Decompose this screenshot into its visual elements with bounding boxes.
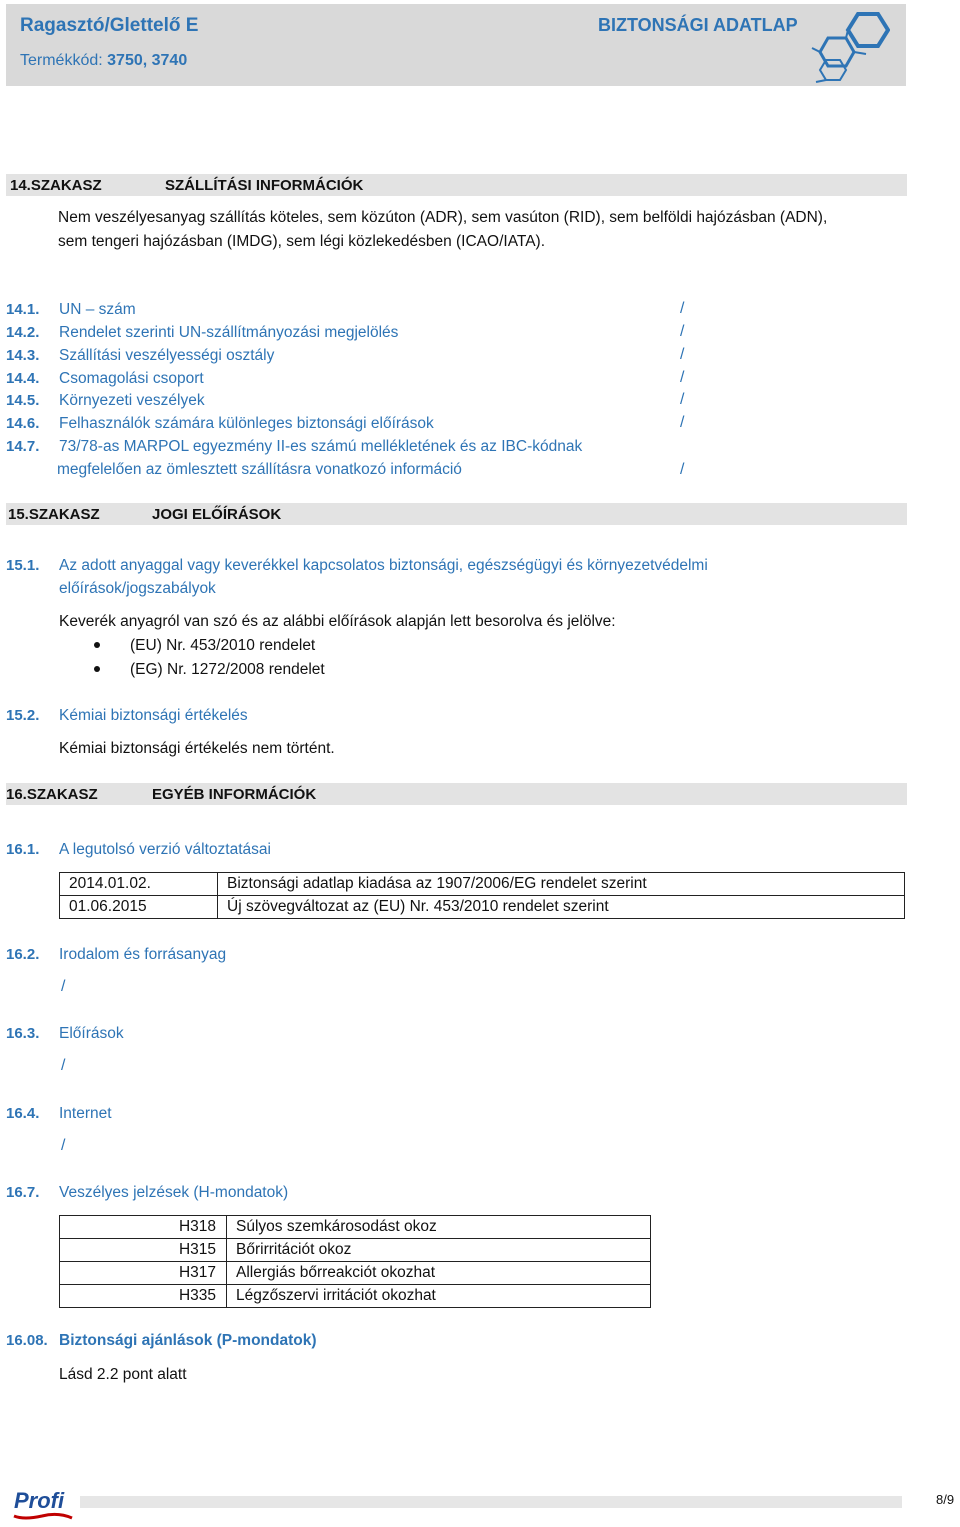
item-16-4-value: /	[61, 1137, 66, 1154]
section-14-header	[6, 174, 907, 196]
section-16-header	[6, 783, 907, 805]
page-number: 8/9	[936, 1492, 955, 1507]
item-16-3-number: 16.3.	[6, 1025, 40, 1042]
item-16-2-number: 16.2.	[6, 946, 40, 963]
bullet-marker	[94, 666, 100, 672]
section-14-number: 14.SZAKASZ	[10, 177, 102, 194]
item-14-2-value: /	[680, 323, 685, 340]
hazard-code: H315	[60, 1239, 227, 1262]
table-row	[60, 896, 905, 919]
item-16-1-number: 16.1.	[6, 841, 40, 858]
item-14-7-label-cont: megfelelően az ömlesztett szállításra vonatkozó információ	[57, 461, 462, 478]
molecule-logo-icon	[806, 8, 890, 84]
transport-intro-line-2: sem tengeri hajózásban (IMDG), sem légi közlekedésben (ICAO/IATA).	[58, 233, 546, 250]
hazard-text: Allergiás bőrreakciót okozhat	[227, 1262, 651, 1285]
hazard-text: Bőrirritációt okoz	[227, 1239, 651, 1262]
hazard-code: H317	[60, 1262, 227, 1285]
item-16-4-number: 16.4.	[6, 1105, 40, 1122]
hazard-text: Súlyos szemkárosodást okoz	[227, 1216, 651, 1239]
bullet-marker	[94, 642, 100, 648]
item-14-5-value: /	[680, 391, 685, 408]
item-16-8-number: 16.08.	[6, 1332, 48, 1349]
item-15-2-label: Kémiai biztonsági értékelés	[59, 707, 248, 724]
revision-date: 01.06.2015	[60, 896, 218, 919]
item-16-2-label: Irodalom és forrásanyag	[59, 946, 227, 963]
item-14-4-label: Csomagolási csoport	[59, 370, 204, 387]
section-16-title: EGYÉB INFORMÁCIÓK	[152, 786, 317, 803]
item-16-7-number: 16.7.	[6, 1184, 40, 1201]
section-14-title: SZÁLLÍTÁSI INFORMÁCIÓK	[165, 177, 364, 194]
section-15-number: 15.SZAKASZ	[8, 506, 100, 523]
item-14-3-number: 14.3.	[6, 347, 40, 364]
item-14-3-value: /	[680, 346, 685, 363]
brand-name: Profi	[14, 1488, 65, 1513]
table-row	[60, 1262, 651, 1285]
item-16-8-label: Biztonsági ajánlások (P-mondatok)	[59, 1332, 317, 1349]
chemical-assessment-text: Kémiai biztonsági értékelés nem történt.	[59, 740, 335, 757]
revision-table	[59, 872, 905, 919]
item-14-2-label: Rendelet szerinti UN-szállítmányozási megjelölés	[59, 324, 399, 341]
item-14-2-number: 14.2.	[6, 324, 40, 341]
revision-text: Biztonsági adatlap kiadása az 1907/2006/EG rendelet szerint	[218, 873, 905, 896]
item-14-1-number: 14.1.	[6, 301, 40, 318]
item-15-1-label-cont: előírások/jogszabályok	[59, 580, 216, 597]
section-15-title: JOGI ELŐÍRÁSOK	[152, 506, 282, 523]
transport-intro-line-1: Nem veszélyesanyag szállítás köteles, sem közúton (ADR), sem vasúton (RID), sem belföldi hajózásban (ADN),	[58, 209, 828, 226]
item-16-7-label: Veszélyes jelzések (H-mondatok)	[59, 1184, 289, 1201]
item-16-4-label: Internet	[59, 1105, 112, 1122]
profi-logo-icon	[12, 1480, 74, 1522]
revision-date: 2014.01.02.	[60, 873, 218, 896]
item-14-7-label: 73/78-as MARPOL egyezmény II-es számú mellékletének és az IBC-kódnak	[59, 438, 583, 455]
hazard-statements-table	[59, 1215, 651, 1308]
classification-text: Keverék anyagról van szó és az alábbi előírások alapján lett besorolva és jelölve:	[59, 613, 616, 630]
item-14-6-label: Felhasználók számára különleges biztonsági előírások	[59, 415, 434, 432]
section-15-header	[6, 503, 907, 525]
document-header	[6, 4, 906, 86]
item-14-7-value: /	[680, 461, 685, 478]
item-14-1-value: /	[680, 300, 685, 317]
product-code: Termékkód: 3750, 3740	[20, 52, 188, 69]
item-15-1-number: 15.1.	[6, 557, 40, 574]
hazard-code: H318	[60, 1216, 227, 1239]
table-row	[60, 873, 905, 896]
item-16-3-value: /	[61, 1057, 66, 1074]
item-14-3-label: Szállítási veszélyességi osztály	[59, 347, 275, 364]
table-row	[60, 1216, 651, 1239]
item-14-6-value: /	[680, 414, 685, 431]
footer-bar	[80, 1496, 902, 1508]
revision-text: Új szövegváltozat az (EU) Nr. 453/2010 rendelet szerint	[218, 896, 905, 919]
item-16-2-value: /	[61, 978, 66, 995]
item-15-1-label: Az adott anyaggal vagy keverékkel kapcsolatos biztonsági, egészségügyi és környezetvédelmi	[59, 557, 708, 574]
precaution-reference-text: Lásd 2.2 pont alatt	[59, 1366, 187, 1383]
hazard-text: Légzőszervi irritációt okozhat	[227, 1285, 651, 1308]
item-14-4-value: /	[680, 369, 685, 386]
item-16-1-label: A legutolsó verzió változtatásai	[59, 841, 271, 858]
table-row	[60, 1239, 651, 1262]
document-title: BIZTONSÁGI ADATLAP	[598, 15, 798, 35]
hazard-code: H335	[60, 1285, 227, 1308]
regulation-list-item: (EG) Nr. 1272/2008 rendelet	[130, 661, 325, 678]
item-14-5-label: Környezeti veszélyek	[59, 392, 205, 409]
item-15-2-number: 15.2.	[6, 707, 40, 724]
section-16-number: 16.SZAKASZ	[6, 786, 98, 803]
product-name: Ragasztó/Glettelő E	[20, 15, 199, 36]
item-14-4-number: 14.4.	[6, 370, 40, 387]
item-14-1-label: UN – szám	[59, 301, 136, 318]
item-14-7-number: 14.7.	[6, 438, 40, 455]
item-14-5-number: 14.5.	[6, 392, 40, 409]
table-row	[60, 1285, 651, 1308]
regulation-list-item: (EU) Nr. 453/2010 rendelet	[130, 637, 316, 654]
profi-logo	[12, 1480, 74, 1522]
item-16-3-label: Előírások	[59, 1025, 124, 1042]
item-14-6-number: 14.6.	[6, 415, 40, 432]
